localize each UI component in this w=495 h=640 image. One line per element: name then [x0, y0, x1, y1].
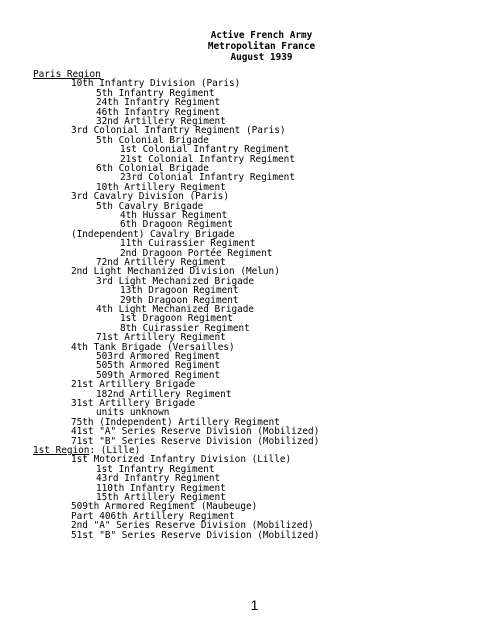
unit-name: units unknown [96, 407, 170, 419]
unit-name: 51st "B" Series Reserve Division (Mobilized) [71, 529, 320, 541]
unit-name: 8th Cuirassier Regiment [120, 322, 250, 334]
unit-name: 509th Armored Regiment [96, 369, 221, 381]
unit-name: 2nd Light Mechanized Division (Melun) [71, 266, 280, 278]
unit-name: 15th Artillery Regiment [96, 492, 226, 503]
unit-name: 29th Dragoon Regiment [120, 294, 239, 306]
unit-name: 4th Light Mechanized Brigade [96, 304, 255, 315]
unit-name: 4th Tank Brigade (Versailles) [71, 341, 235, 353]
unit-name: (Independent) Cavalry Brigade [71, 228, 235, 240]
unit-name: 71st "B" Series Reserve Division (Mobilized) [71, 435, 320, 447]
unit-name: 3rd Light Mechanized Brigade [96, 275, 255, 287]
unit-name: 505th Armored Regiment [96, 360, 221, 372]
unit-name: 71st Artillery Regiment [96, 332, 226, 344]
unit-name: 23rd Colonial Infantry Regiment [120, 172, 295, 184]
unit-name: 4th Hussar Regiment [120, 210, 228, 221]
unit-name: 32nd Artillery Regiment [96, 116, 226, 127]
unit-name: 10th Artillery Regiment [96, 181, 226, 193]
unit-name: 1st Colonial Infantry Regiment [120, 144, 290, 156]
unit-name: 6th Colonial Brigade [96, 163, 209, 174]
unit-name: 509th Armored Regiment (Maubeuge) [71, 501, 258, 513]
title-line-1: Active French Army [210, 30, 313, 41]
unit-name: 46th Infantry Regiment [96, 106, 221, 118]
unit-name: 1st Infantry Regiment [96, 463, 215, 475]
unit-name: 21st Colonial Infantry Regiment [120, 153, 295, 165]
title-line-3: August 1939 [230, 52, 293, 63]
unit-entry [71, 531, 319, 540]
unit-name: 75th (Independent) Artillery Regiment [71, 416, 280, 428]
unit-name: 110th Infantry Regiment [96, 482, 226, 494]
document-title [0, 30, 495, 63]
unit-name: 31st Artillery Brigade [71, 398, 196, 409]
unit-name: 43rd Infantry Regiment [96, 473, 221, 485]
unit-name: 3rd Colonial Infantry Regiment (Paris) [71, 125, 286, 137]
unit-name: Part 406th Artillery Regiment [71, 510, 235, 522]
region-location: : (Lille) [89, 445, 141, 456]
unit-name: 5th Infantry Regiment [96, 87, 215, 99]
title-line-2: Metropolitan France [207, 41, 316, 52]
page-number: 1 [250, 597, 259, 613]
unit-name: 1st Motorized Infantry Division (Lille) [71, 454, 292, 466]
unit-name: 11th Cuirassier Regiment [120, 238, 256, 250]
unit-name: 6th Dragoon Regiment [120, 219, 233, 231]
unit-name: 13th Dragoon Regiment [120, 285, 239, 297]
region-name: 1st Region [33, 445, 90, 456]
unit-name: 41st "A" Series Reserve Division (Mobilized) [71, 426, 320, 438]
unit-name: 5th Cavalry Brigade [96, 200, 204, 212]
unit-name: 3rd Cavalry Division (Paris) [71, 191, 230, 203]
unit-name: 10th Infantry Division (Paris) [71, 78, 241, 90]
unit-name: 72nd Artillery Regiment [96, 257, 226, 268]
unit-name: 503rd Armored Regiment [96, 351, 221, 362]
unit-name: 21st Artillery Brigade [71, 379, 196, 391]
unit-name: 1st Dragoon Regiment [120, 313, 233, 325]
unit-name: 182nd Artillery Regiment [96, 388, 232, 400]
region-name: Paris Region [33, 69, 101, 80]
unit-name: 24th Infantry Regiment [96, 97, 221, 109]
unit-name: 5th Colonial Brigade [96, 134, 209, 146]
unit-name: 2nd "A" Series Reserve Division (Mobilized) [71, 520, 314, 532]
unit-name: 2nd Dragoon Portée Regiment [120, 247, 273, 259]
